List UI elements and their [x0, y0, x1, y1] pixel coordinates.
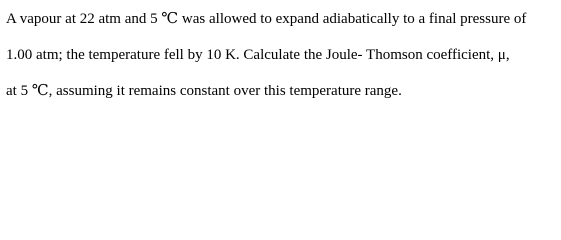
question-line-2: 1.00 atm; the temperature fell by 10 K. Calculate the Joule- Thomson coefficient, μ, [6, 47, 510, 63]
question-line-1: A vapour at 22 atm and 5 ℃ was allowed to expand adiabatically to a final pressure of [6, 11, 527, 27]
question-line-3: at 5 ℃, assuming it remains constant over this temperature range. [6, 83, 402, 99]
